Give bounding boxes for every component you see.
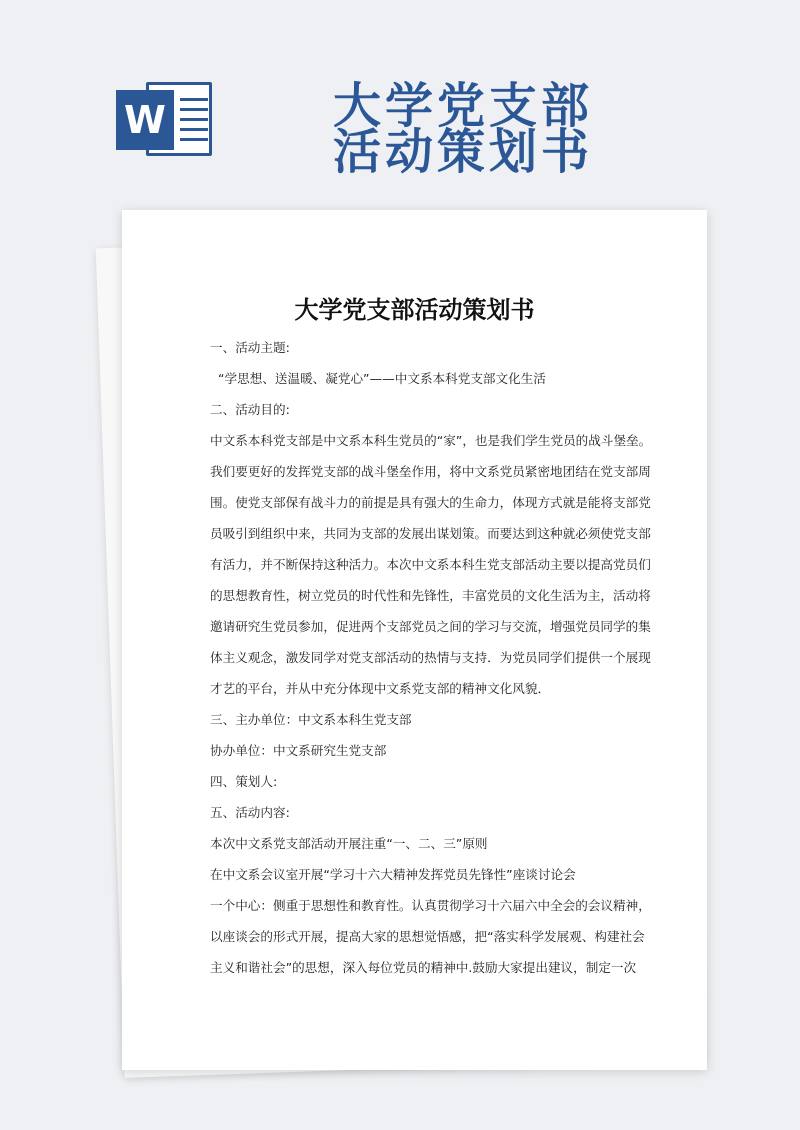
- purpose-line: 邀请研究生党员参加，促进两个支部党员之间的学习与交流，增强党员同学的集: [210, 619, 651, 634]
- center-line: 主义和谐社会”的思想，深入每位党员的精神中.鼓励大家提出建议，制定一次: [210, 960, 637, 975]
- purpose-line: 我们要更好的发挥党支部的战斗堡垒作用，将中文系党员紧密地团结在党支部周: [210, 464, 651, 479]
- section-heading-content: 五、活动内容:: [210, 805, 290, 820]
- word-icon-line: [180, 108, 208, 111]
- word-icon-line: [180, 98, 208, 101]
- host-unit: 三、主办单位：中文系本科生党支部: [210, 712, 412, 727]
- center-line: 以座谈会的形式开展，提高大家的思想觉悟感，把“落实科学发展观、构建社会: [210, 929, 645, 944]
- purpose-paragraph: [210, 425, 652, 704]
- purpose-line: 围。使党支部保有战斗力的前提是具有强大的生命力，体现方式就是能将支部党: [210, 495, 651, 510]
- word-icon-letter: W: [116, 90, 174, 150]
- header-title-line2: 活动策划书: [333, 124, 594, 180]
- word-document-icon: [116, 78, 216, 158]
- word-icon-line: [180, 138, 208, 141]
- document-page: [122, 210, 707, 1070]
- word-icon-line: [180, 118, 208, 121]
- cohost-unit: 协办单位：中文系研究生党支部: [210, 743, 387, 758]
- header-title-line1: 大学党支部: [333, 78, 594, 134]
- document-title: 大学党支部活动策划书: [294, 296, 535, 324]
- section-heading-theme: 一、活动主题:: [210, 340, 290, 355]
- section-heading-purpose: 二、活动目的:: [210, 402, 290, 417]
- purpose-line: 中文系本科党支部是中文系本科生党员的“家”，也是我们学生党员的战斗堡垒。: [210, 433, 652, 448]
- section-heading-planner: 四、策划人:: [210, 774, 278, 789]
- word-icon-line: [180, 128, 208, 131]
- theme-text: “学思想、送温暖、凝党心”——中文系本科党支部文化生活: [218, 371, 546, 386]
- center-line: 一个中心：侧重于思想性和教育性。认真贯彻学习十六届六中全会的会议精神，: [210, 898, 651, 913]
- purpose-line: 才艺的平台，并从中充分体现中文系党支部的精神文化风貌．: [210, 681, 551, 696]
- content-seminar: 在中文系会议室开展“学习十六大精神发挥党员先锋性”座谈讨论会: [210, 867, 576, 882]
- promo-header: [0, 0, 800, 200]
- purpose-line: 的思想教育性，树立党员的时代性和先锋性，丰富党员的文化生活为主，活动将: [210, 588, 651, 603]
- purpose-line: 体主义观念，激发同学对党支部活动的热情与支持．为党员同学们提供一个展现: [210, 650, 651, 665]
- center-paragraph: [210, 890, 651, 983]
- purpose-line: 有活力，并不断保持这种活力。本次中文系本科生党支部活动主要以提高党员们: [210, 557, 651, 572]
- document-body: [210, 332, 652, 983]
- content-principle: 本次中文系党支部活动开展注重“一、二、三”原则: [210, 836, 488, 851]
- purpose-line: 员吸引到组织中来，共同为支部的发展出谋划策。而要达到这种就必须使党支部: [210, 526, 651, 541]
